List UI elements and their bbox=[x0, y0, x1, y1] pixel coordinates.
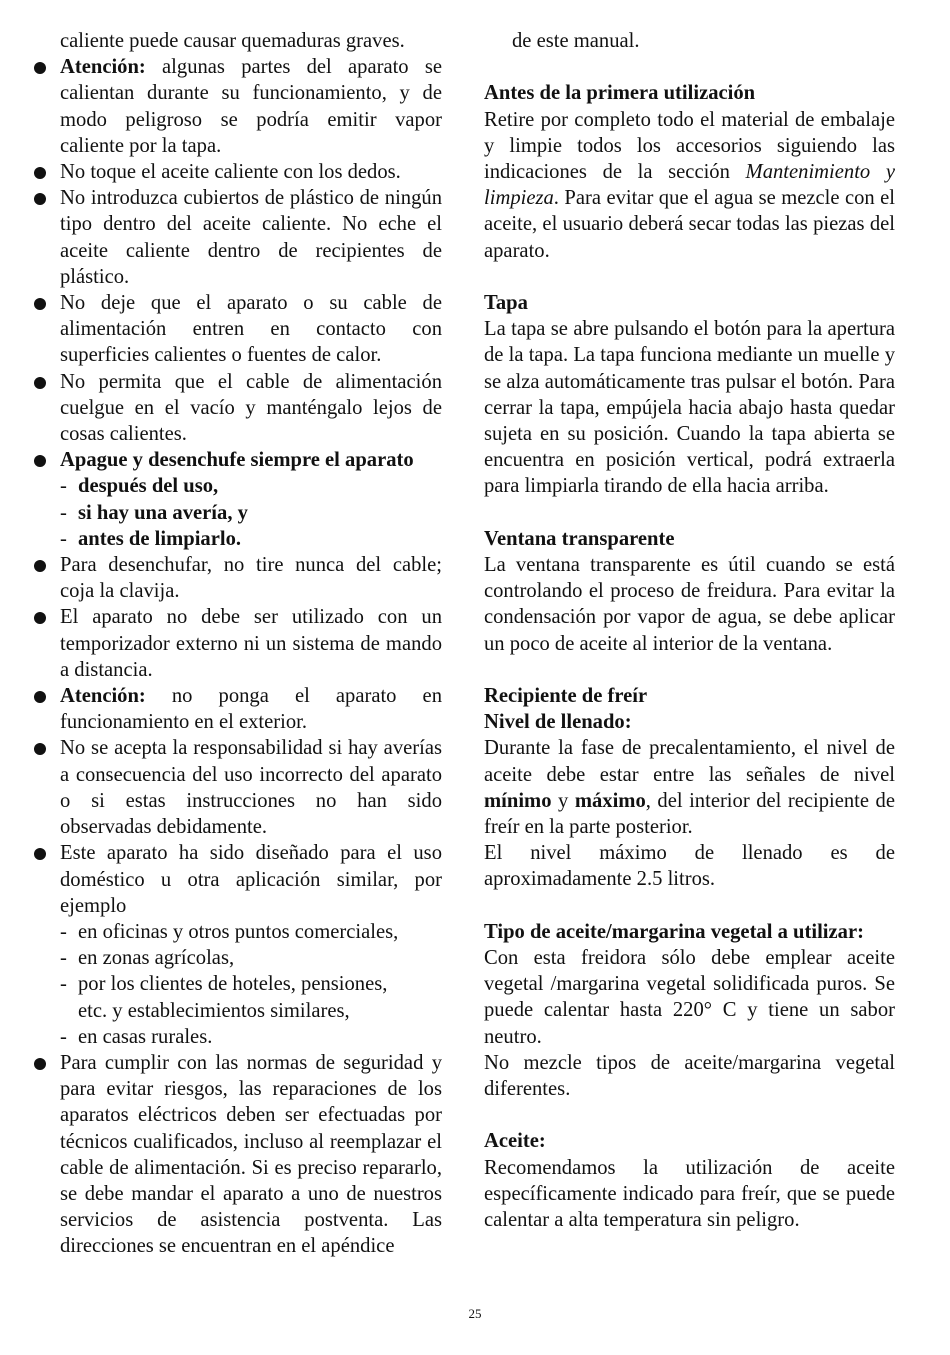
section-paragraph: No mezcle tipos de aceite/margarina vegetal diferentes. bbox=[484, 1051, 895, 1101]
section-reference: Mantenimiento y limpieza bbox=[484, 161, 896, 210]
bullet-text: El aparato no debe ser utilizado con un temporizador externo ni un sistema de mando a distancia. bbox=[60, 606, 442, 681]
sub-item: - en zonas agrícolas, bbox=[60, 947, 235, 970]
paragraph-text: Retire por completo todo el material de embalaje y limpie todos los accesorios siguiendo las indicaciones de la sección bbox=[484, 108, 895, 183]
sub-item: - después del uso, bbox=[60, 475, 219, 498]
bullet-bold-text: Apague y desenchufe siempre el aparato bbox=[60, 449, 414, 472]
bullet-text: No toque el aceite caliente con los dedos. bbox=[60, 161, 401, 184]
bullet-item bbox=[32, 369, 442, 448]
sub-item-text: etc. y establecimientos similares, bbox=[78, 999, 350, 1022]
bullet-item bbox=[32, 735, 442, 840]
section-heading: Aceite: bbox=[484, 1130, 546, 1153]
emphasis-text: mínimo bbox=[484, 789, 552, 812]
sub-item: - por los clientes de hoteles, pensiones, etc. y establecimientos similares, bbox=[32, 971, 442, 1023]
section-paragraph: Con esta freidora sólo debe emplear aceite vegetal /margarina vegetal solidificada puros. Se puede calentar hasta 220° C y tiene un sabor neutro. bbox=[484, 947, 895, 1048]
bullet-text: No permita que el cable de alimentación cuelgue en el vacío y manténgalo lejos de cosas calientes. bbox=[60, 370, 442, 446]
paragraph-text: y bbox=[551, 789, 575, 812]
bullet-item bbox=[32, 159, 442, 185]
section-heading: Tipo de aceite/margarina vegetal a utilizar: bbox=[484, 920, 864, 943]
bullet-item bbox=[32, 604, 442, 683]
sub-item-text: si hay una avería, y bbox=[78, 501, 248, 524]
sub-item: - antes de limpiarlo. bbox=[60, 527, 242, 550]
bullet-text: No se acepta la responsabilidad si hay averías a consecuencia del uso incorrecto del aparato o si estas instrucciones no han sido observadas debidamente. bbox=[60, 737, 442, 839]
section-paragraph bbox=[484, 107, 895, 264]
bullet-item bbox=[32, 1050, 442, 1260]
warning-label: Atención: bbox=[60, 685, 146, 708]
sub-item: - si hay una avería, y bbox=[60, 501, 248, 524]
sub-item-text: después del uso, bbox=[78, 475, 219, 498]
section-paragraph: Recomendamos la utilización de aceite específicamente indicado para freír, que se puede calentar a alta temperatura sin peligro. bbox=[484, 1156, 895, 1232]
paragraph-text: Durante la fase de precalentamiento, el nivel de aceite debe estar entre las señales de nivel bbox=[484, 737, 895, 786]
right-column bbox=[484, 28, 895, 1233]
section-heading: Ventana transparente bbox=[484, 527, 675, 550]
sub-item-text: en zonas agrícolas, bbox=[78, 947, 235, 970]
emphasis-text: máximo bbox=[574, 789, 646, 812]
bullet-item bbox=[32, 840, 442, 919]
bullet-item bbox=[32, 447, 442, 473]
bullet-text: Para desenchufar, no tire nunca del cable; coja la clavija. bbox=[60, 554, 442, 603]
subsection-heading: Nivel de llenado: bbox=[484, 711, 632, 734]
sub-item: - en oficinas y otros puntos comerciales, bbox=[60, 920, 399, 943]
bullet-item bbox=[32, 54, 442, 159]
sub-item-text: en casas rurales. bbox=[78, 1025, 213, 1048]
bullet-text: algunas partes del aparato se calientan durante su funcionamiento, y de modo peligroso se podría emitir vapor caliente por la tapa. bbox=[60, 56, 442, 157]
bullet-text: No deje que el aparato o su cable de alimentación entren en contacto con superficies calientes o fuentes de calor. bbox=[60, 292, 442, 367]
bullet-text: Este aparato ha sido diseñado para el uso doméstico u otra aplicación similar, por ejemplo bbox=[60, 842, 442, 917]
sub-item-text: por los clientes de hoteles, pensiones, bbox=[78, 973, 388, 996]
paragraph-text: . Para evitar que el agua se mezcle con el aceite, el usuario deberá secar todas las piezas del aparato. bbox=[484, 187, 895, 262]
bullet-text: No introduzca cubiertos de plástico de ningún tipo dentro del aceite caliente. No eche el aceite caliente dentro de recipientes de plástico. bbox=[60, 187, 442, 288]
section-paragraph: La tapa se abre pulsando el botón para la apertura de la tapa. La tapa funciona mediante un muelle y se alza automáticamente tras pulsar el botón. Para cerrar la tapa, empújela hacia abajo hasta quedar sujeta en su posición. Cuando la tapa abierta se encuentra en posición vertical, podrá extraerla para limpiarla tirando de ella hacia arriba. bbox=[484, 318, 895, 498]
section-paragraph: La ventana transparente es útil cuando se está controlando el proceso de freidura. Para evitar la condensación por vapor de agua, se debe aplicar un poco de aceite al interior de la ventana. bbox=[484, 554, 895, 655]
sub-item: - en casas rurales. bbox=[60, 1025, 213, 1048]
section-heading: Antes de la primera utilización bbox=[484, 82, 756, 105]
bullet-text: Para cumplir con las normas de seguridad y para evitar riesgos, las reparaciones de los aparatos eléctricos deben ser efectuadas por técnicos cualificados, incluso al reemplazar el cable de alimentación. Si es preciso repararlo, se debe mandar el aparato a uno de nuestros servicios de asistencia postventa. Las direcciones se encuentran en el apéndice bbox=[60, 1051, 442, 1258]
section-heading: Tapa bbox=[484, 292, 528, 314]
bullet-item bbox=[32, 290, 442, 369]
bullet-item bbox=[32, 552, 442, 604]
section-paragraph: El nivel máximo de llenado es de aproximadamente 2.5 litros. bbox=[484, 842, 895, 891]
section-paragraph bbox=[484, 735, 895, 840]
bullet-item bbox=[32, 683, 442, 735]
warning-label: Atención: bbox=[60, 56, 146, 79]
paragraph-text: , del interior del recipiente de freír en la parte posterior. bbox=[484, 789, 895, 839]
continued-text: de este manual. bbox=[512, 30, 640, 52]
left-column bbox=[32, 28, 442, 1260]
section-heading: Recipiente de freír bbox=[484, 685, 648, 708]
page-number: 25 bbox=[468, 1306, 482, 1321]
sub-item-text: antes de limpiarlo. bbox=[78, 527, 242, 550]
bullet-item bbox=[32, 185, 442, 290]
sub-item-text: en oficinas y otros puntos comerciales, bbox=[78, 920, 399, 943]
bullet-text: no ponga el aparato en funcionamiento en el exterior. bbox=[60, 685, 442, 734]
continued-text: caliente puede causar quemaduras graves. bbox=[60, 30, 405, 52]
